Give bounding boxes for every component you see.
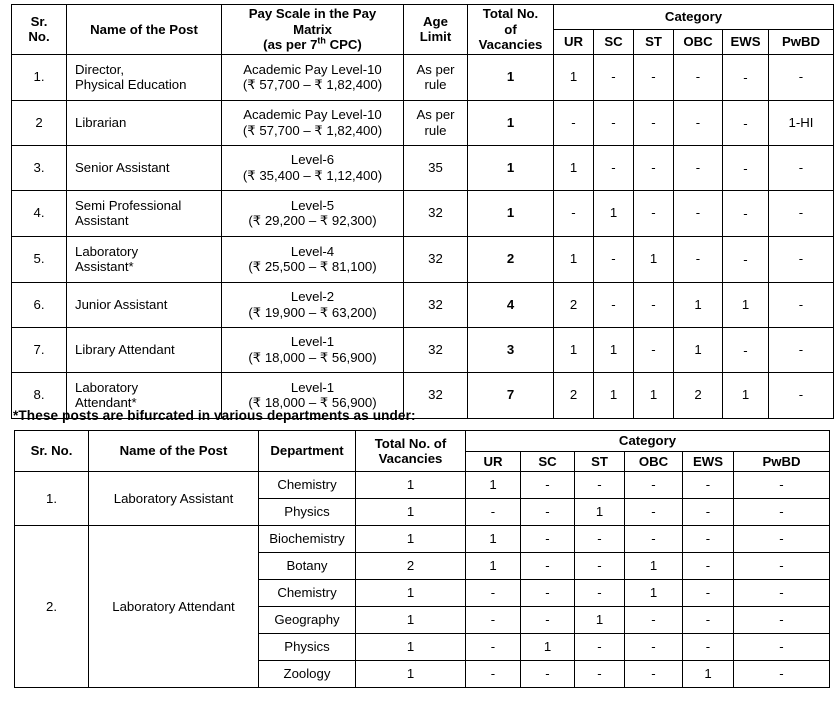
cell2-post-name: Laboratory Assistant [89,472,259,526]
cell-age-limit: As per rule [404,54,468,100]
table-row [15,526,830,553]
header2-category-pwbd: PwBD [734,451,830,472]
header-age-limit [404,5,468,55]
cell-category-obc: 1 [674,282,723,327]
header-category-ur: UR [554,29,594,54]
cell-category-st: - [634,327,674,372]
cell-sr-no: 5. [12,236,67,282]
cell2-category-ews: - [683,526,734,553]
header-post: Name of the Post [67,5,222,55]
header2-total-line1: Total No. of [374,435,447,451]
table-row [12,145,834,190]
header2-category-ews: EWS [683,451,734,472]
cell2-category-pwbd: - [734,499,830,526]
cell-pay-scale: Level-4 (₹ 25,500 – ₹ 81,100) [222,236,404,282]
cell-post-name: Director, Physical Education [67,54,222,100]
cell2-category-obc: - [625,607,683,634]
cell-age-limit: 35 [404,145,468,190]
cell2-category-st: - [575,553,625,580]
cell-category-obc: - [674,236,723,282]
vacancy-summary-table [11,4,834,419]
cell-age-limit: 32 [404,327,468,372]
cell2-category-obc: 1 [625,580,683,607]
cell-category-st: - [634,54,674,100]
cell2-category-sc: 1 [521,634,575,661]
cell-category-obc: - [674,190,723,236]
bifurcation-note: *These posts are bifurcated in various departments as under: [13,408,416,423]
cell-total-vacancies: 1 [468,54,554,100]
cell2-category-obc: - [625,472,683,499]
cell2-category-pwbd: - [734,661,830,688]
header-sr-no-line1: Sr. [30,13,48,29]
table-row [12,282,834,327]
cell-total-vacancies: 7 [468,372,554,418]
cell-category-pwbd: - [769,54,834,100]
cell-age-limit: 32 [404,190,468,236]
cell-post-name: Library Attendant [67,327,222,372]
cell-category-obc: 2 [674,372,723,418]
cell-category-st: - [634,100,674,145]
cell2-category-ur: 1 [466,472,521,499]
cell-category-ews: - [723,327,769,372]
cell-total-vacancies: 2 [468,236,554,282]
cell-category-ews: - [723,145,769,190]
table-row [12,190,834,236]
cell2-sr-no: 1. [15,472,89,526]
cell2-department: Chemistry [259,472,356,499]
cell2-total-vacancies: 1 [356,607,466,634]
cell-total-vacancies: 4 [468,282,554,327]
cell2-sr-no: 2. [15,526,89,688]
cell-category-sc: 1 [594,327,634,372]
cell2-category-sc: - [521,472,575,499]
cell2-total-vacancies: 1 [356,472,466,499]
cell-category-obc: 1 [674,327,723,372]
cell-total-vacancies: 3 [468,327,554,372]
header2-category: Category [466,431,830,452]
cell2-category-ur: 1 [466,526,521,553]
table-row [12,54,834,100]
cell-category-obc: - [674,145,723,190]
cell2-department: Physics [259,634,356,661]
cell-category-sc: 1 [594,190,634,236]
cell-total-vacancies: 1 [468,190,554,236]
cell-category-obc: - [674,54,723,100]
header-pay-line3 [263,37,362,52]
cell2-category-pwbd: - [734,580,830,607]
cell-category-ur: 2 [554,282,594,327]
cell2-department: Zoology [259,661,356,688]
cell2-category-ur: - [466,580,521,607]
cell2-category-sc: - [521,607,575,634]
cell-category-ur: 1 [554,54,594,100]
cell-pay-scale: Level-2 (₹ 19,900 – ₹ 63,200) [222,282,404,327]
cell-pay-scale: Level-1 (₹ 18,000 – ₹ 56,900) [222,372,404,418]
cell2-category-pwbd: - [734,607,830,634]
cell-category-sc: - [594,54,634,100]
cell-pay-scale: Level-1 (₹ 18,000 – ₹ 56,900) [222,327,404,372]
cell-sr-no: 6. [12,282,67,327]
cell-sr-no: 2 [12,100,67,145]
cell-category-ews: - [723,100,769,145]
header-total-line3: Vacancies [478,37,543,53]
cell-pay-scale: Academic Pay Level-10 (₹ 57,700 – ₹ 1,82,400) [222,100,404,145]
header2-category-sc: SC [521,451,575,472]
cell-category-pwbd: - [769,282,834,327]
cell2-category-st: 1 [575,607,625,634]
cell-category-sc: - [594,100,634,145]
cell-category-pwbd: 1-HI [769,100,834,145]
cell2-category-st: 1 [575,499,625,526]
cell2-category-pwbd: - [734,526,830,553]
cell-category-pwbd: - [769,372,834,418]
cell2-category-ews: - [683,580,734,607]
cell2-category-obc: - [625,526,683,553]
cell-category-ews: - [723,54,769,100]
table2-header [15,431,830,472]
cell-category-obc: - [674,100,723,145]
cell2-category-ews: - [683,634,734,661]
cell-category-ews: - [723,190,769,236]
table1-header [12,5,834,55]
cell2-total-vacancies: 1 [356,526,466,553]
cell2-category-ur: - [466,634,521,661]
header-pay-line3-a: (as per 7 [263,37,318,53]
cell2-category-ur: - [466,661,521,688]
cell-category-ur: - [554,190,594,236]
header-total-vacancies [468,5,554,55]
cell2-post-name: Laboratory Attendant [89,526,259,688]
cell2-category-ur: - [466,607,521,634]
table1-body [12,54,834,418]
cell-age-limit: 32 [404,282,468,327]
header-pay-ordinal-suffix: th [317,35,326,46]
cell-age-limit: 32 [404,372,468,418]
cell2-total-vacancies: 1 [356,580,466,607]
cell-sr-no: 3. [12,145,67,190]
header-pay-line3-b: CPC) [325,37,362,53]
header-category-obc: OBC [674,29,723,54]
cell2-category-ews: - [683,499,734,526]
cell-total-vacancies: 1 [468,145,554,190]
cell2-category-st: - [575,661,625,688]
cell-category-ews: 1 [723,372,769,418]
cell2-department: Physics [259,499,356,526]
header2-total-line2: Vacancies [378,451,443,467]
cell-category-st: - [634,190,674,236]
header-age-line1: Age [423,13,448,29]
cell-category-st: 1 [634,236,674,282]
cell-category-sc: 1 [594,372,634,418]
cell2-category-st: - [575,580,625,607]
cell-post-name: Junior Assistant [67,282,222,327]
cell2-category-ews: 1 [683,661,734,688]
cell2-category-pwbd: - [734,472,830,499]
cell-sr-no: 1. [12,54,67,100]
cell-category-sc: - [594,236,634,282]
cell2-total-vacancies: 1 [356,499,466,526]
cell2-category-pwbd: - [734,553,830,580]
cell2-category-st: - [575,634,625,661]
cell2-category-ews: - [683,553,734,580]
cell2-category-pwbd: - [734,634,830,661]
cell-category-ur: 2 [554,372,594,418]
header-category-ews: EWS [723,29,769,54]
table-row [12,327,834,372]
cell-post-name: Laboratory Attendant* [67,372,222,418]
cell-sr-no: 4. [12,190,67,236]
cell2-category-obc: - [625,499,683,526]
header-total-line1: Total No. [482,6,539,21]
cell2-category-obc: - [625,634,683,661]
cell2-category-ur: - [466,499,521,526]
cell2-category-obc: 1 [625,553,683,580]
bifurcation-table [14,430,830,688]
cell2-department: Botany [259,553,356,580]
table2-header-row-1 [15,431,830,452]
cell-pay-scale: Academic Pay Level-10 (₹ 57,700 – ₹ 1,82,400) [222,54,404,100]
header-total-line2: of [504,21,517,37]
cell-category-ews: 1 [723,282,769,327]
header-pay-line2: Matrix [293,21,332,37]
header-category-st: ST [634,29,674,54]
header-sr-no-line2: No. [28,29,50,45]
header-pay-scale [222,5,404,55]
table-row [15,472,830,499]
header-category-sc: SC [594,29,634,54]
cell-category-st: 1 [634,372,674,418]
cell-pay-scale: Level-6 (₹ 35,400 – ₹ 1,12,400) [222,145,404,190]
header-pay-line1: Pay Scale in the Pay [248,6,377,21]
cell-category-pwbd: - [769,145,834,190]
cell2-category-ews: - [683,472,734,499]
cell-pay-scale: Level-5 (₹ 29,200 – ₹ 92,300) [222,190,404,236]
cell-category-ur: 1 [554,145,594,190]
cell-category-sc: - [594,282,634,327]
cell-category-pwbd: - [769,236,834,282]
header2-category-st: ST [575,451,625,472]
cell2-category-st: - [575,526,625,553]
cell-sr-no: 8. [12,372,67,418]
cell-category-st: - [634,282,674,327]
cell2-category-ur: 1 [466,553,521,580]
cell-category-sc: - [594,145,634,190]
cell2-category-sc: - [521,661,575,688]
header2-department: Department [259,431,356,472]
header-sr-no [12,5,67,55]
cell2-category-sc: - [521,553,575,580]
table2-body [15,472,830,688]
cell-category-ur: 1 [554,236,594,282]
table-row [12,236,834,282]
cell2-department: Geography [259,607,356,634]
header-age-line2: Limit [419,29,452,45]
cell2-category-st: - [575,472,625,499]
header2-post: Name of the Post [89,431,259,472]
cell-category-st: - [634,145,674,190]
cell2-category-sc: - [521,526,575,553]
cell-post-name: Laboratory Assistant* [67,236,222,282]
cell-post-name: Senior Assistant [67,145,222,190]
cell-category-ur: - [554,100,594,145]
cell-post-name: Semi Professional Assistant [67,190,222,236]
cell2-department: Chemistry [259,580,356,607]
header2-total-vacancies [356,431,466,472]
cell2-total-vacancies: 1 [356,634,466,661]
cell2-department: Biochemistry [259,526,356,553]
header-category-pwbd: PwBD [769,29,834,54]
cell-age-limit: As per rule [404,100,468,145]
cell2-category-obc: - [625,661,683,688]
cell-category-pwbd: - [769,190,834,236]
cell-category-ews: - [723,236,769,282]
cell-sr-no: 7. [12,327,67,372]
cell-total-vacancies: 1 [468,100,554,145]
cell2-category-ews: - [683,607,734,634]
header2-category-obc: OBC [625,451,683,472]
table-row [12,100,834,145]
cell2-category-sc: - [521,499,575,526]
cell-post-name: Librarian [67,100,222,145]
cell-category-pwbd: - [769,327,834,372]
cell2-category-sc: - [521,580,575,607]
table1-header-row-1 [12,5,834,30]
cell2-total-vacancies: 1 [356,661,466,688]
header-category: Category [554,5,834,30]
cell-age-limit: 32 [404,236,468,282]
header2-sr-no: Sr. No. [15,431,89,472]
cell2-total-vacancies: 2 [356,553,466,580]
cell-category-ur: 1 [554,327,594,372]
header2-category-ur: UR [466,451,521,472]
